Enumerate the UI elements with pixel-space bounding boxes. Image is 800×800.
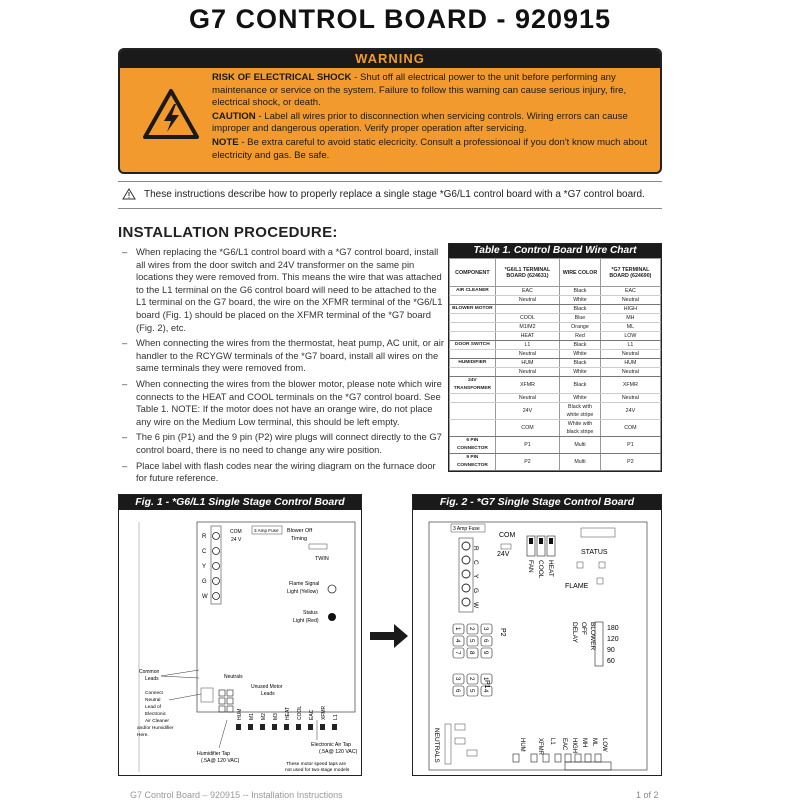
common-leads-label: Common [139,669,160,675]
terminal-label: C [472,560,479,565]
twin-label: TWIN [315,556,329,562]
table-cell: 24V [600,403,660,420]
terminal-label: M1 [249,713,255,720]
table-cell: P1 [600,437,660,454]
g7-board-diagram [413,510,661,775]
terminal-label: M3 [273,713,279,720]
status-label: Status [303,610,318,616]
table-cell [450,394,496,403]
table-row [450,314,661,323]
terminal-label: ML [591,738,597,747]
neutrals-label: NEUTRALS [433,728,440,763]
pin-number: 4 [454,639,461,643]
status-label: STATUS [581,549,608,556]
fuse-label: 3 Amp Fuse [254,528,279,533]
terminal-label: XFMR [321,705,327,720]
table-cell: LOW [600,332,660,341]
table-cell: XFMR [495,377,559,394]
table-cell: White [560,350,601,359]
terminal-screw-icon [213,563,220,570]
table-cell: HUM [600,359,660,368]
table-cell: P1 [495,437,559,454]
table-cell: Neutral [600,296,660,305]
table-cell: Black [560,305,601,314]
terminal-screw-icon [213,533,220,540]
table-cell: L1 [600,341,660,350]
table-cell: Orange [560,323,601,332]
eac-tap-label: (.5A@ 120 VAC) [319,749,358,755]
table-cell: White [560,368,601,377]
divider [118,208,662,209]
terminal-label: R [202,534,207,540]
table-cell: XFMR [600,377,660,394]
intro-note [122,188,662,200]
warning-item-caution: CAUTION - Label all wires prior to disconnection when servicing controls. Wiring errors can cause improper and dangerous operation. Verify proper operation after servicing. [212,110,628,135]
p2-label: P2 [499,628,506,637]
table-cell [450,350,496,359]
table-cell: Multi [560,454,601,471]
24v-label: 24 V [231,537,242,543]
table-cell [450,420,496,437]
delay-value: 90 [607,647,615,654]
terminal-screw-icon [213,548,220,555]
terminal-screw-icon [213,578,220,585]
flame-led-icon [328,585,336,593]
terminal-tab [513,754,519,762]
com-label: COM [230,529,242,535]
table-cell [450,368,496,377]
jumper [549,538,553,544]
pin-number: 7 [454,651,461,655]
terminal-label: G [202,579,207,585]
table-row [450,437,661,454]
table-cell: White with black stripe [560,420,601,437]
warning-header: WARNING [120,50,660,68]
table-cell: DOOR SWITCH [450,341,496,350]
table-cell: Neutral [600,368,660,377]
table-cell: EAC [495,287,559,296]
table-cell: Multi [560,437,601,454]
g6-board-diagram [119,510,361,775]
terminal-label: L1 [333,714,339,720]
flame-signal-label: Light (Yellow) [287,589,318,595]
pin-number: 2 [468,627,475,631]
table-row [450,332,661,341]
terminal-tab [320,724,325,730]
terminal-tab [543,754,549,762]
figure-2 [412,494,662,776]
speed-taps-note: not used for two-stage models [285,768,350,773]
caution-icon [122,188,136,200]
table-cell: HIGH [600,305,660,314]
terminal-screw-icon [462,542,470,550]
common-leads-label: Leads [145,676,159,682]
table-cell: Black [560,359,601,368]
terminal-tab [575,754,581,762]
procedure-steps [122,246,444,488]
table-cell: L1 [495,341,559,350]
table-header: WIRE COLOR [560,259,601,287]
terminal-label: LOW [601,738,607,752]
table-cell: 9 PIN CONNECTOR [450,454,496,471]
unused-leads-label: Unused Motor [251,684,283,690]
table-header: *G6/L1 TERMINAL BOARD (624631) [495,259,559,287]
connect-neutral-label: Connect [145,691,163,696]
terminal-tab [531,754,537,762]
table-row [450,403,661,420]
terminal-label: XFMR [537,738,543,755]
terminal-label: Y [202,564,207,570]
wire-chart [449,258,661,471]
connect-neutral-label: and/or Humidifier [137,726,174,731]
table-cell: Neutral [495,350,559,359]
pin-number: 5 [468,689,475,693]
terminal-label: M2 [261,713,267,720]
electrical-hazard-icon [142,88,200,140]
wire-chart-table [448,243,662,472]
table-row [450,341,661,350]
table-cell: Neutral [600,350,660,359]
procedure-step: – When replacing the *G6/L1 control board with a *G7 control board, install all wires from the door switch and 24V transformer on the same pin locations they were removed from. This means the wire that was attached to the L1 terminal on the G6 control board will need to be attached to the L1 terminal on the G7 board, the wire on the XFMR terminal of the *G6/L1 board (Fig. 1) should be placed on the XFMR terminal of the *G7 board (Fig. 2), etc. [122,246,444,334]
jumper [539,538,543,544]
procedure-step: – When connecting the wires from the thermostat, heat pump, AC unit, or air handler to the RCYGW terminals of the *G7 board, install all wires on the same terminals they were removed from. [122,337,444,375]
page-number: 1 of 2 [636,790,659,800]
table-row [450,377,661,394]
terminal-label: W [202,594,208,600]
flame-label: FLAME [565,583,589,590]
status-label: Light (Red) [293,618,319,624]
figure-1-title: Fig. 1 - *G6/L1 Single Stage Control Board [119,495,361,510]
terminal-tab [236,724,241,730]
pin-number: 2 [468,677,475,681]
procedure-step: – The 6 pin (P1) and the 9 pin (P2) wire plugs will connect directly to the G7 control board, there is no need to change any wire position. [122,431,444,456]
footer-text: G7 Control Board – 920915 -- Installation Instructions [130,790,343,800]
arrow-right-icon [370,624,408,648]
terminal-screw-icon [462,598,470,606]
status-led-icon [328,613,336,621]
jumper [529,538,533,544]
warning-box [118,48,662,174]
table-cell: Neutral [600,394,660,403]
cool-label: COOL [537,560,544,579]
terminal-tab [332,724,337,730]
table-row [450,359,661,368]
terminal-tab [272,724,277,730]
blower-delay-label: BLOWER [589,622,596,651]
table-cell [450,323,496,332]
table-cell: HUM [495,359,559,368]
table-cell [450,403,496,420]
table-row [450,305,661,314]
pin-number: 9 [482,651,489,655]
table-cell: Black [560,377,601,394]
connect-neutral-label: Here. [137,733,149,738]
figure-1 [118,494,362,776]
table-cell: White [560,296,601,305]
terminal-label: COOL [297,705,303,720]
terminal-label: C [202,549,207,555]
pin-number: 8 [468,651,475,655]
terminal-label: Y [472,574,479,579]
table-cell: AIR CLEANER [450,287,496,296]
connect-neutral-label: Air Cleaner [145,719,169,724]
terminal-label: EAC [309,709,315,720]
table-header: *G7 TERMINAL BOARD (624690) [600,259,660,287]
table-row [450,350,661,359]
terminal-tab [260,724,265,730]
delay-value: 120 [607,636,619,643]
table-cell: COM [495,420,559,437]
terminal-screw-icon [462,584,470,592]
table-title: Table 1. Control Board Wire Chart [449,244,661,258]
pin [227,690,233,696]
com-label: COM [499,532,516,539]
table-cell [450,314,496,323]
pin-number: 1 [482,677,489,681]
connect-neutral-label: Neutral [145,698,161,703]
terminal-tab [296,724,301,730]
table-cell: 24V TRANSFORMER [450,377,496,394]
terminal-label: HUM [519,738,525,752]
table-cell: BLOWER MOTOR [450,305,496,314]
table-cell: MH [600,314,660,323]
table-cell: White [560,394,601,403]
procedure-title: INSTALLATION PROCEDURE: [118,224,338,241]
terminal-tab [284,724,289,730]
table-cell: COOL [495,314,559,323]
pin [219,698,225,704]
terminal-label: R [472,546,479,551]
terminal-label: W [472,602,479,609]
table-cell [450,332,496,341]
motor-tap-block [565,762,611,770]
terminal-tab [308,724,313,730]
eac-tap-label: Electronic Air Tap [311,742,351,748]
pin-number: 6 [454,689,461,693]
terminal-screw-icon [462,556,470,564]
table-header: COMPONENT [450,259,496,287]
pin-number: 4 [482,689,489,693]
delay-value: 180 [607,625,619,632]
neutrals-label: Neutrals [224,674,243,680]
pin-number: 3 [482,627,489,631]
humidifier-tap-label: Humidifier Tap [197,751,231,757]
intro-text: These instructions describe how to properly replace a single stage *G6/L1 control board with a *G7 control board. [144,188,645,200]
table-cell: M1/M2 [495,323,559,332]
terminal-label: EAC [561,738,567,751]
table-cell: Neutral [495,296,559,305]
procedure-step: – When connecting the wires from the blower motor, please note which wire connects to the HEAT and COOL terminals on the *G7 control board. See Table 1. NOTE: If the motor does not have an orange wire, do not place any wire on the Medium Low terminal, this should be left empty. [122,378,444,428]
warning-body [212,72,657,163]
timing-label: Timing [291,536,307,542]
connect-neutral-label: Electronic [145,712,167,717]
table-cell: Black [560,341,601,350]
table-cell: HEAT [495,332,559,341]
page-title: G7 CONTROL BOARD - 920915 [188,4,612,34]
table-row [450,394,661,403]
terminal-strip [459,538,473,612]
connect-neutral-label: Lead of [145,705,162,710]
pin-number: 6 [482,639,489,643]
table-row [450,420,661,437]
pin-number: 1 [454,627,461,631]
terminal-label: HEAT [285,707,291,720]
blower-delay-label: OFF [580,622,587,635]
pin [227,698,233,704]
warning-item-shock: RISK OF ELECTRICAL SHOCK - Shut off all electrical power to the unit before performing any maintenance or service on the system. Failure to follow this warning can cause serious injury, fire, electrical shock, or death. [212,72,627,109]
table-row [450,296,661,305]
blower-off-label: Blower Off [287,528,313,534]
pin [219,706,225,712]
terminal-tab [555,754,561,762]
table-cell [495,305,559,314]
terminal-label: G [472,588,479,594]
unused-leads-label: Leads [261,691,275,697]
terminal-tab [595,754,601,762]
pin [219,690,225,696]
table-cell: 24V [495,403,559,420]
fan-label: FAN [527,560,534,573]
leader-line [169,694,201,700]
flame-signal-label: Flame Signal [289,581,320,587]
terminal-label: L1 [549,738,555,745]
table-cell [450,296,496,305]
table-cell: Neutral [495,394,559,403]
terminal-tab [585,754,591,762]
terminal-label: HIGH [571,738,577,753]
heat-label: HEAT [547,560,554,577]
table-cell: EAC [600,287,660,296]
terminal-label: HUM [237,708,243,720]
fuse-label: 3 Amp Fuse [453,526,480,532]
pin-number: 5 [468,639,475,643]
blower-delay-label: DELAY [571,622,578,643]
table-row [450,287,661,296]
divider [118,181,662,182]
terminal-screw-icon [462,570,470,578]
table-row [450,454,661,471]
table-cell: P2 [600,454,660,471]
pin-number: 3 [454,677,461,681]
24v-label: 24V [497,551,510,558]
terminal-tab [565,754,571,762]
terminal-label: MH [581,738,587,748]
table-cell: P2 [495,454,559,471]
figure-2-title: Fig. 2 - *G7 Single Stage Control Board [413,495,661,510]
table-cell: Neutral [495,368,559,377]
terminal-tab [248,724,253,730]
table-cell: HUMIDIFIER [450,359,496,368]
table-cell: 6 PIN CONNECTOR [450,437,496,454]
terminal-screw-icon [213,593,220,600]
table-cell: Red [560,332,601,341]
p1-label: P1 [483,680,490,689]
speed-taps-note: These motor speed taps are [286,762,346,767]
warning-item-note: NOTE - Be extra careful to avoid static elecricity. Consult a professionoal if you don't know much about electricity and gas. Be safe. [212,136,648,161]
table-cell: Blue [560,314,601,323]
table-cell: COM [600,420,660,437]
pin [227,706,233,712]
humidifier-tap-label: (.5A@ 120 VAC) [201,758,240,764]
table-row [450,323,661,332]
delay-value: 60 [607,658,615,665]
table-cell: Black with white stripe [560,403,601,420]
table-cell: Black [560,287,601,296]
table-cell: ML [600,323,660,332]
table-row [450,368,661,377]
procedure-step: – Place label with flash codes near the wiring diagram on the furnace door for future reference. [122,460,444,485]
